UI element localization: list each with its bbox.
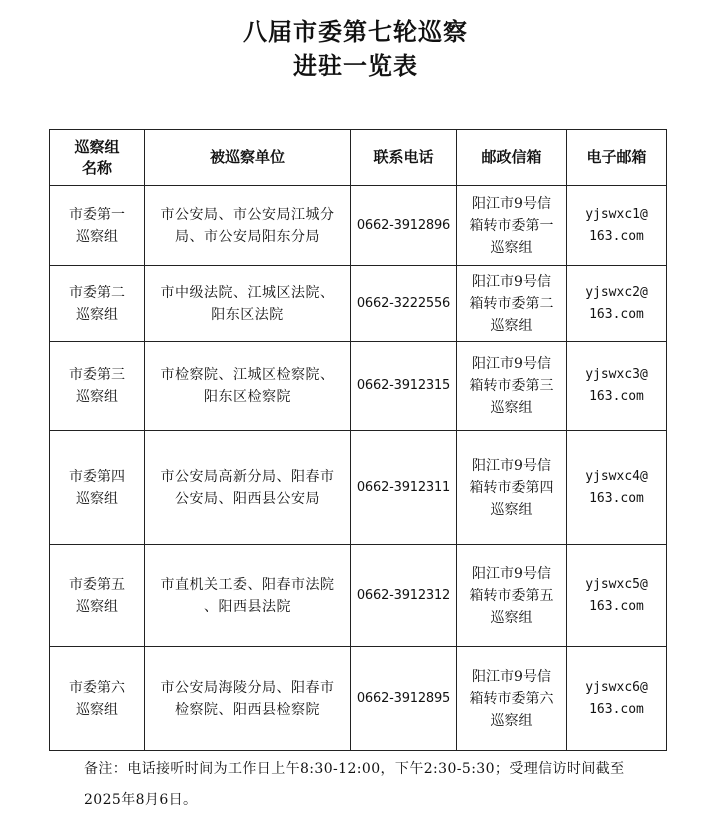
header-email: 电子邮箱 bbox=[567, 130, 667, 186]
header-postal-box: 邮政信箱 bbox=[457, 130, 567, 186]
postal-box-cell: 阳江市9号信 箱转市委第五 巡察组 bbox=[457, 545, 567, 647]
inspected-units-cell: 市公安局高新分局、阳春市 公安局、阳西县公安局 bbox=[145, 431, 351, 545]
inspected-units-cell: 市中级法院、江城区法院、 阳东区法院 bbox=[145, 266, 351, 342]
phone-cell: 0662-3912895 bbox=[351, 647, 457, 751]
document-title: 八届市委第七轮巡察 bbox=[243, 18, 468, 46]
table-row bbox=[50, 647, 667, 751]
phone-cell: 0662-3912312 bbox=[351, 545, 457, 647]
phone-cell: 0662-3222556 bbox=[351, 266, 457, 342]
header-row bbox=[50, 130, 667, 186]
phone-cell: 0662-3912896 bbox=[351, 186, 457, 266]
document-subtitle: 进驻一览表 bbox=[293, 52, 418, 80]
inspected-units-cell: 市检察院、江城区检察院、 阳东区检察院 bbox=[145, 342, 351, 431]
email-cell: yjswxc4@ 163.com bbox=[567, 431, 667, 545]
email-cell: yjswxc2@ 163.com bbox=[567, 266, 667, 342]
email-cell: yjswxc1@ 163.com bbox=[567, 186, 667, 266]
group-name-cell: 市委第四 巡察组 bbox=[50, 431, 145, 545]
group-name-cell: 市委第三 巡察组 bbox=[50, 342, 145, 431]
postal-box-cell: 阳江市9号信 箱转市委第二 巡察组 bbox=[457, 266, 567, 342]
postal-box-cell: 阳江市9号信 箱转市委第一 巡察组 bbox=[457, 186, 567, 266]
group-name-cell: 市委第六 巡察组 bbox=[50, 647, 145, 751]
header-group-name: 巡察组 名称 bbox=[50, 130, 145, 186]
inspected-units-cell: 市公安局、市公安局江城分 局、市公安局阳东分局 bbox=[145, 186, 351, 266]
table-row bbox=[50, 342, 667, 431]
group-name-cell: 市委第一 巡察组 bbox=[50, 186, 145, 266]
email-cell: yjswxc5@ 163.com bbox=[567, 545, 667, 647]
group-name-cell: 市委第五 巡察组 bbox=[50, 545, 145, 647]
header-inspected-units: 被巡察单位 bbox=[145, 130, 351, 186]
phone-cell: 0662-3912315 bbox=[351, 342, 457, 431]
inspection-roster-table bbox=[49, 129, 667, 751]
postal-box-cell: 阳江市9号信 箱转市委第四 巡察组 bbox=[457, 431, 567, 545]
postal-box-cell: 阳江市9号信 箱转市委第三 巡察组 bbox=[457, 342, 567, 431]
table-row bbox=[50, 431, 667, 545]
header-phone: 联系电话 bbox=[351, 130, 457, 186]
table-row bbox=[50, 186, 667, 266]
footnote: 备注：电话接听时间为工作日上午8:30-12:00，下午2:30-5:30；受理信访时间截至2025年8月6日。 bbox=[84, 761, 625, 808]
group-name-cell: 市委第二 巡察组 bbox=[50, 266, 145, 342]
phone-cell: 0662-3912311 bbox=[351, 431, 457, 545]
inspected-units-cell: 市公安局海陵分局、阳春市 检察院、阳西县检察院 bbox=[145, 647, 351, 751]
email-cell: yjswxc6@ 163.com bbox=[567, 647, 667, 751]
email-cell: yjswxc3@ 163.com bbox=[567, 342, 667, 431]
inspected-units-cell: 市直机关工委、阳春市法院 、阳西县法院 bbox=[145, 545, 351, 647]
table-row bbox=[50, 266, 667, 342]
postal-box-cell: 阳江市9号信 箱转市委第六 巡察组 bbox=[457, 647, 567, 751]
table-row bbox=[50, 545, 667, 647]
